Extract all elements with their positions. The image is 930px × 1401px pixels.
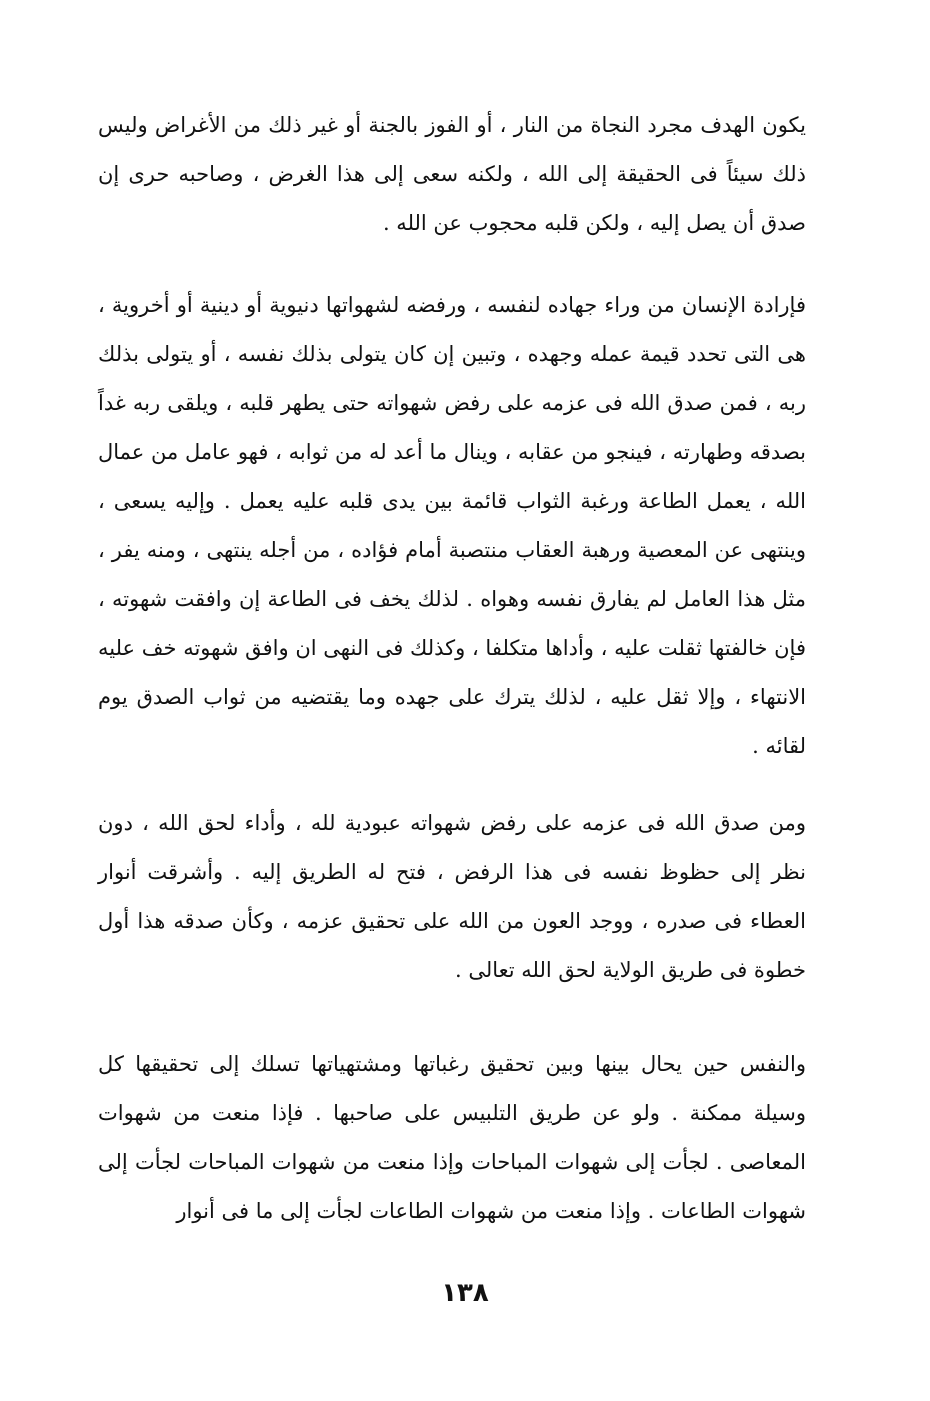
paragraph-1: يكون الهدف مجرد النجاة من النار ، أو الفوز بالجنة أو غير ذلك من الأغراض وليس ذلك سيئاً فى الحقيقة إلى الله ، ولكنه سعى إلى هذا الغرض ، وصاحبه حرى إن صدق أن يصل إليه ، ولكن قلبه محجوب عن الله .: [98, 113, 806, 235]
paragraph-3: ومن صدق الله فى عزمه على رفض شهواته عبودية لله ، وأداء لحق الله ، دون نظر إلى حظوظ نفسه فى هذا الرفض ، فتح له الطريق إليه . وأشرقت أنوار العطاء فى صدره ، ووجد العون من الله على تحقيق عزمه ، وكأن صدقه هذا أول خطوة فى طريق الولاية لحق الله تعالى .: [98, 811, 806, 982]
paragraph-4: والنفس حين يحال بينها وبين تحقيق رغباتها ومشتهياتها تسلك إلى تحقيقها كل وسيلة ممكنة . ولو عن طريق التلبيس على صاحبها . فإذا منعت من شهوات المعاصى . لجأت إلى شهوات المباحات وإذا منعت من شهوات المباحات لجأت إلى شهوات الطاعات . وإذا منعت من شهوات الطاعات لجأت إلى ما فى أنوار: [98, 1052, 806, 1223]
paragraph-2: فإرادة الإنسان من وراء جهاده لنفسه ، ورفضه لشهواتها دنيوية أو دينية أو أخروية ، هى التى تحدد قيمة عمله وجهده ، وتبين إن كان يتولى بذلك نفسه ، أو يتولى بذلك ربه ، فمن صدق الله فى عزمه على رفض شهواته حتى يطهر قلبه ، ويلقى ربه غداً بصدقه وطهارته ، فينجو من عقابه ، وينال ما أعد له من ثوابه ، فهو عامل من عمال الله ، يعمل الطاعة ورغبة الثواب قائمة بين يدى قلبه عليه يعمل . وإليه يسعى ، وينتهى عن المعصية ورهبة العقاب منتصبة أمام فؤاده ، من أجله ينتهى ، ومنه يفر ، مثل هذا العامل لم يفارق نفسه وهواه . لذلك يخف فى الطاعة إن وافقت شهوته ، فإن خالفتها ثقلت عليه ، وأداها متكلفا ، وكذلك فى النهى ان وافق شهوته خف عليه الانتهاء ، وإلا ثقل عليه ، لذلك يترك على جهده وما يقتضيه من ثواب الصدق يوم لقائه .: [98, 293, 806, 758]
page-number: ١٣٨: [441, 1278, 489, 1308]
